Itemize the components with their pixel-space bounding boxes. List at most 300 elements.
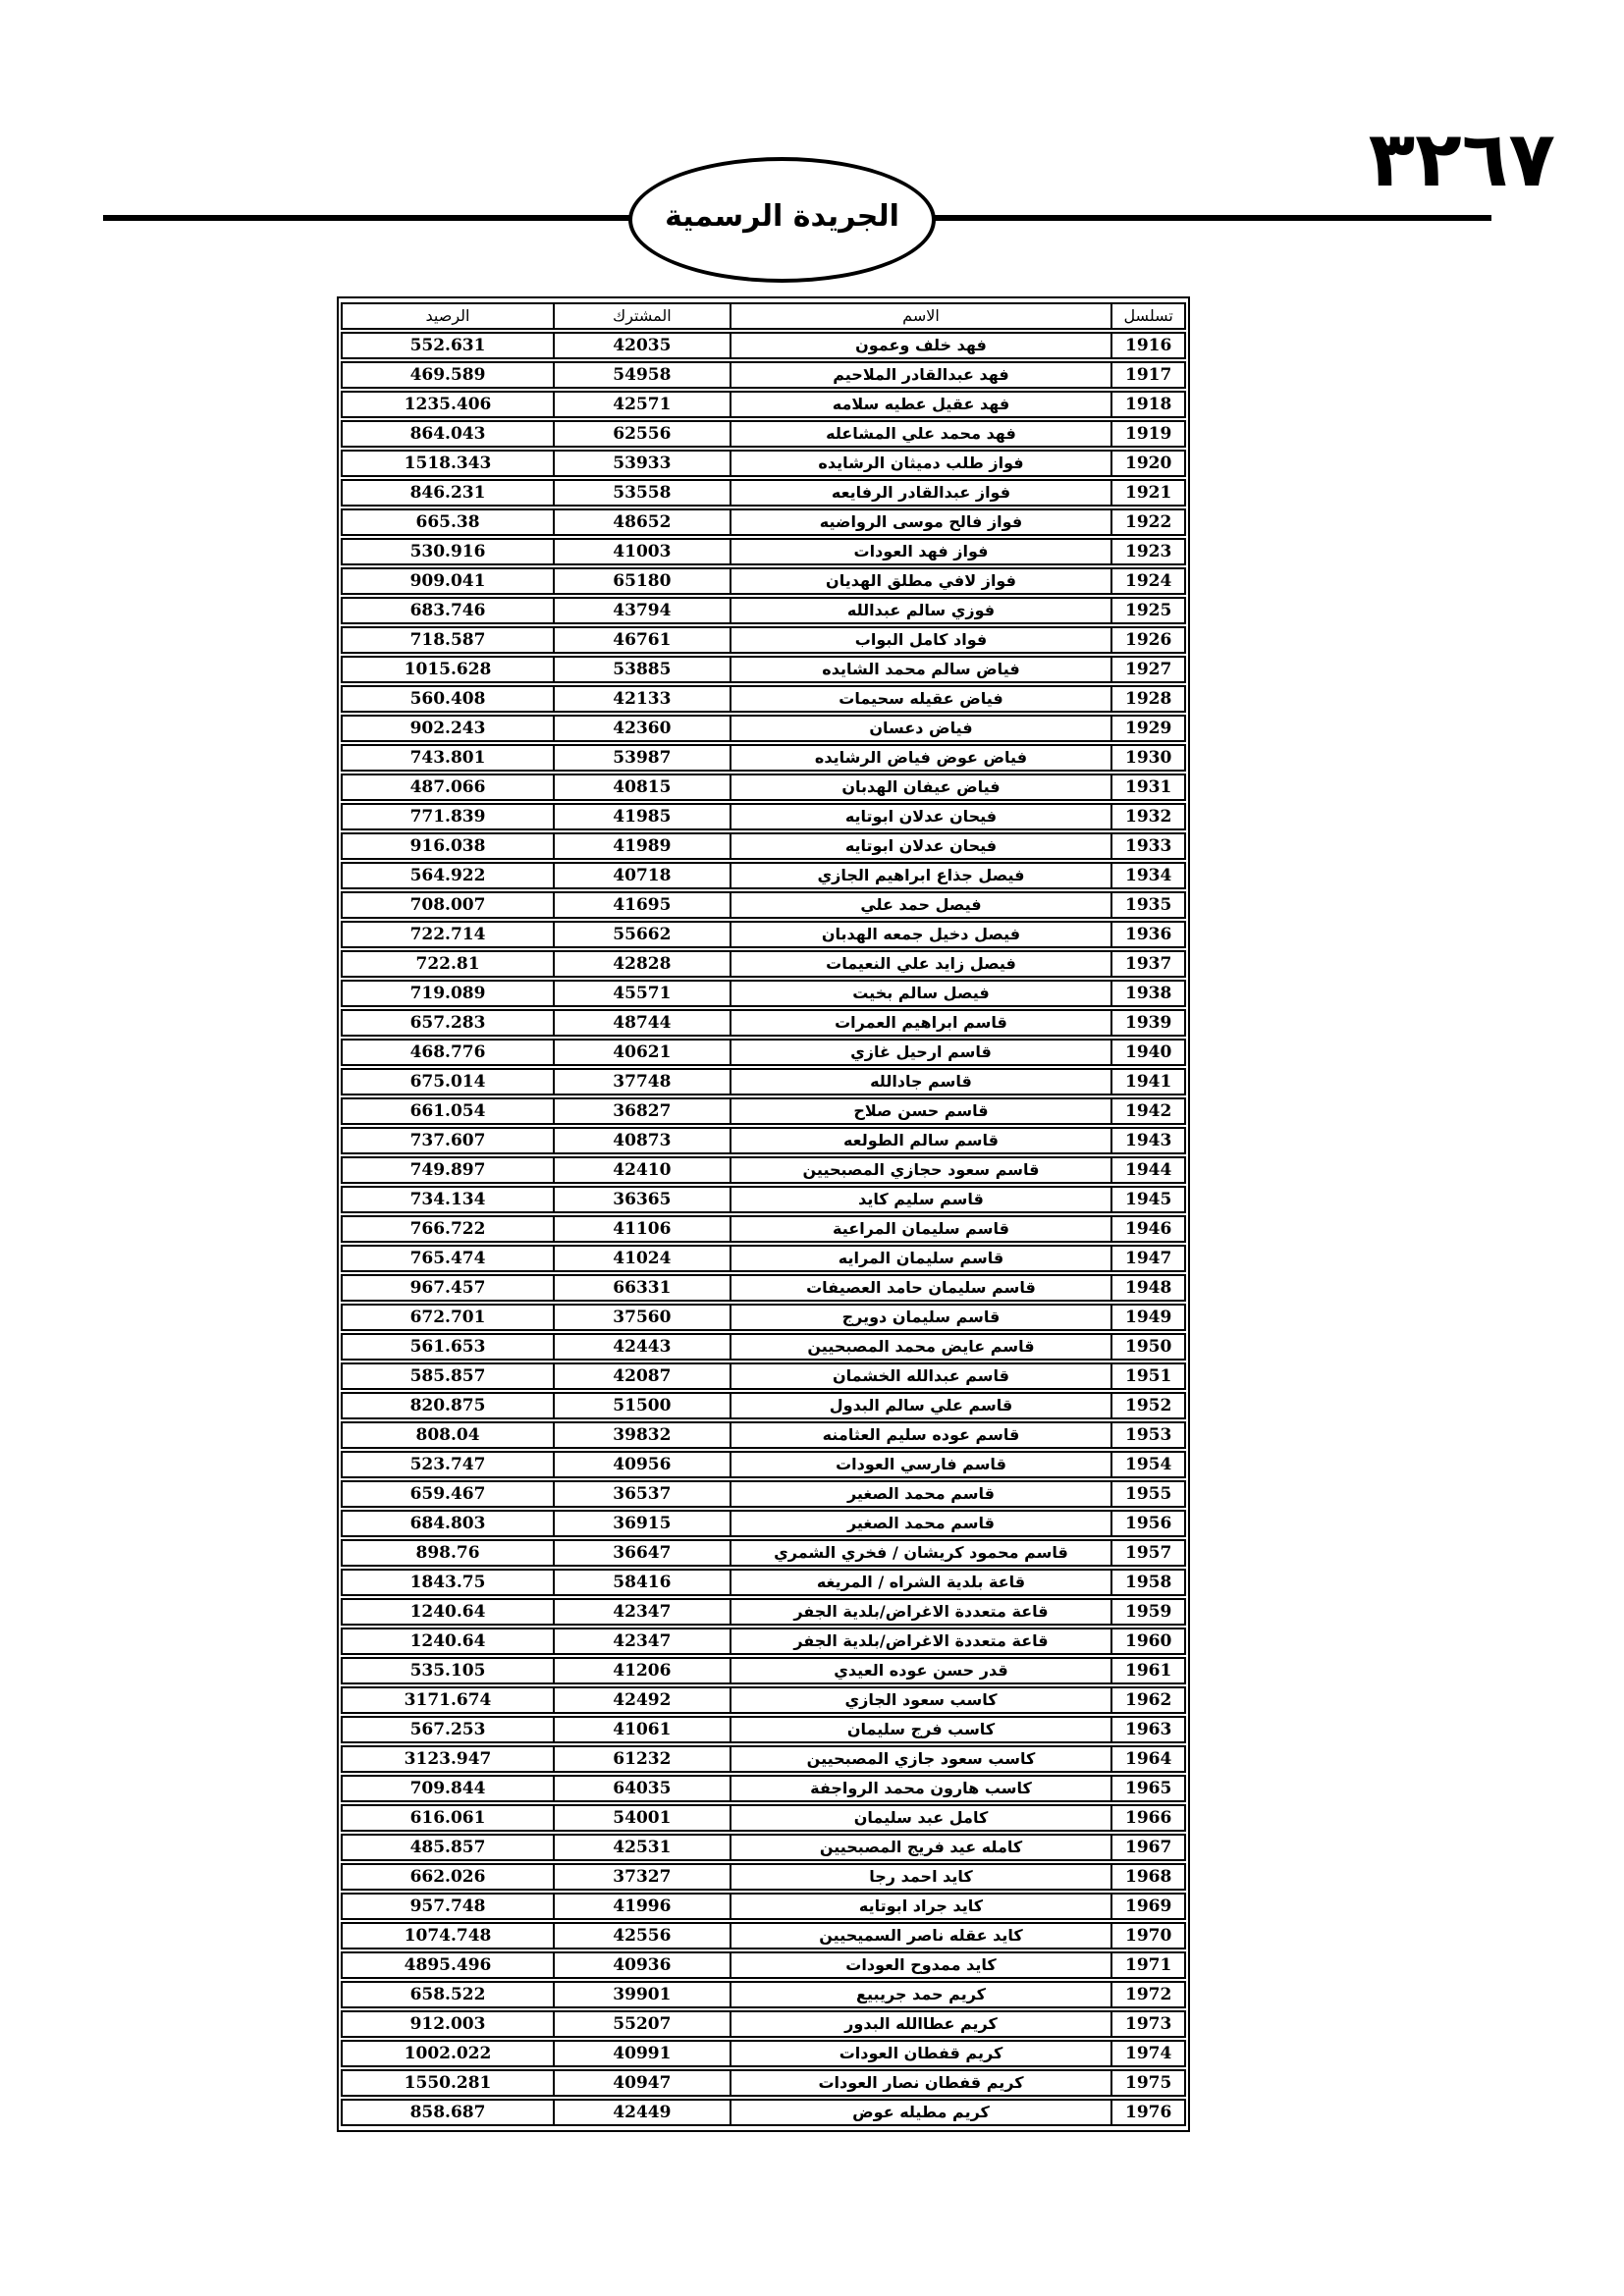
cell-subscriber: 36365 [553, 1186, 730, 1213]
cell-name: قاعة بلدية الشراه / المريغه [730, 1569, 1111, 1596]
table-row [341, 1716, 1186, 1743]
cell-seq: 1933 [1110, 832, 1186, 860]
gazette-title: الجريدة الرسمية [665, 198, 899, 234]
cell-name: فياض دعسان [730, 715, 1111, 742]
cell-subscriber: 55662 [553, 921, 730, 948]
cell-seq: 1963 [1110, 1716, 1186, 1743]
cell-subscriber: 36537 [553, 1480, 730, 1508]
cell-name: قاسم عوده سليم العثامنه [730, 1421, 1111, 1449]
cell-seq: 1930 [1110, 744, 1186, 772]
cell-balance: 1843.75 [341, 1569, 553, 1596]
cell-subscriber: 58416 [553, 1569, 730, 1596]
cell-balance: 909.041 [341, 567, 553, 595]
cell-subscriber: 42828 [553, 950, 730, 978]
cell-subscriber: 37327 [553, 1863, 730, 1891]
cell-seq: 1944 [1110, 1156, 1186, 1184]
cell-subscriber: 48652 [553, 508, 730, 536]
cell-name: كريم مطيله عوض [730, 2099, 1111, 2126]
table-row [341, 1981, 1186, 2008]
table-row [341, 1127, 1186, 1154]
cell-name: قاسم ارحيل غازي [730, 1039, 1111, 1066]
cell-balance: 722.714 [341, 921, 553, 948]
cell-subscriber: 48744 [553, 1009, 730, 1037]
cell-seq: 1929 [1110, 715, 1186, 742]
cell-seq: 1962 [1110, 1686, 1186, 1714]
cell-balance: 967.457 [341, 1274, 553, 1302]
cell-name: فياض سالم محمد الشايده [730, 656, 1111, 683]
table-row [341, 1539, 1186, 1567]
cell-subscriber: 61232 [553, 1745, 730, 1773]
table-row [341, 1392, 1186, 1419]
table-row [341, 1009, 1186, 1037]
table-row [341, 1922, 1186, 1949]
table-row [341, 1186, 1186, 1213]
cell-seq: 1955 [1110, 1480, 1186, 1508]
table-row [341, 832, 1186, 860]
table-row [341, 1215, 1186, 1243]
cell-name: كريم قفطان نصار العودات [730, 2069, 1111, 2097]
cell-balance: 672.701 [341, 1304, 553, 1331]
cell-name: قاسم عايض محمد المصبحيين [730, 1333, 1111, 1361]
cell-name: فهد خلف وعمون [730, 332, 1111, 359]
column-header-name: الاسم [730, 302, 1111, 330]
table-row [341, 685, 1186, 713]
cell-balance: 771.839 [341, 803, 553, 830]
cell-subscriber: 41061 [553, 1716, 730, 1743]
cell-name: قاعة متعددة الاغراض/بلدية الجفر [730, 1628, 1111, 1655]
cell-balance: 683.746 [341, 597, 553, 624]
cell-name: فيصل جذاع ابراهيم الجازي [730, 862, 1111, 889]
cell-name: قاسم علي سالم البدول [730, 1392, 1111, 1419]
cell-seq: 1946 [1110, 1215, 1186, 1243]
cell-name: فيصل سالم بخيت [730, 980, 1111, 1007]
table-row [341, 1097, 1186, 1125]
cell-seq: 1934 [1110, 862, 1186, 889]
cell-seq: 1970 [1110, 1922, 1186, 1949]
cell-subscriber: 40718 [553, 862, 730, 889]
cell-seq: 1938 [1110, 980, 1186, 1007]
header-oval [628, 157, 936, 283]
cell-balance: 846.231 [341, 479, 553, 507]
cell-seq: 1954 [1110, 1451, 1186, 1478]
cell-seq: 1939 [1110, 1009, 1186, 1037]
cell-seq: 1964 [1110, 1745, 1186, 1773]
cell-subscriber: 40873 [553, 1127, 730, 1154]
cell-seq: 1918 [1110, 391, 1186, 418]
cell-seq: 1932 [1110, 803, 1186, 830]
cell-balance: 675.014 [341, 1068, 553, 1095]
cell-seq: 1940 [1110, 1039, 1186, 1066]
cell-balance: 916.038 [341, 832, 553, 860]
cell-balance: 560.408 [341, 685, 553, 713]
cell-balance: 684.803 [341, 1510, 553, 1537]
cell-subscriber: 42492 [553, 1686, 730, 1714]
cell-seq: 1972 [1110, 1981, 1186, 2008]
table-row [341, 1480, 1186, 1508]
cell-name: قاسم سليمان المرايه [730, 1245, 1111, 1272]
cell-name: قاسم سالم الطولعه [730, 1127, 1111, 1154]
cell-seq: 1921 [1110, 479, 1186, 507]
cell-balance: 3171.674 [341, 1686, 553, 1714]
cell-balance: 1240.64 [341, 1598, 553, 1626]
table-row [341, 538, 1186, 565]
cell-subscriber: 54958 [553, 361, 730, 389]
cell-seq: 1975 [1110, 2069, 1186, 2097]
cell-seq: 1925 [1110, 597, 1186, 624]
table-row [341, 1569, 1186, 1596]
table-row [341, 479, 1186, 507]
cell-seq: 1927 [1110, 656, 1186, 683]
cell-name: كايد احمد رجا [730, 1863, 1111, 1891]
cell-subscriber: 53987 [553, 744, 730, 772]
cell-subscriber: 53933 [553, 450, 730, 477]
table-row [341, 1893, 1186, 1920]
cell-name: فيصل حمد علي [730, 891, 1111, 919]
cell-balance: 469.589 [341, 361, 553, 389]
cell-subscriber: 41106 [553, 1215, 730, 1243]
cell-subscriber: 37560 [553, 1304, 730, 1331]
cell-subscriber: 45571 [553, 980, 730, 1007]
cell-balance: 858.687 [341, 2099, 553, 2126]
cell-balance: 718.587 [341, 626, 553, 654]
cell-subscriber: 54001 [553, 1804, 730, 1832]
table-row [341, 1245, 1186, 1272]
table-row [341, 1834, 1186, 1861]
cell-subscriber: 42449 [553, 2099, 730, 2126]
cell-subscriber: 53885 [553, 656, 730, 683]
cell-balance: 766.722 [341, 1215, 553, 1243]
cell-subscriber: 42443 [553, 1333, 730, 1361]
cell-seq: 1947 [1110, 1245, 1186, 1272]
cell-name: كايد عقله ناصر السميحيين [730, 1922, 1111, 1949]
cell-name: كايد جراد ابوتايه [730, 1893, 1111, 1920]
column-header-seq: تسلسل [1110, 302, 1186, 330]
cell-balance: 1518.343 [341, 450, 553, 477]
cell-seq: 1956 [1110, 1510, 1186, 1537]
cell-seq: 1931 [1110, 774, 1186, 801]
cell-name: كامل عبد سليمان [730, 1804, 1111, 1832]
cell-subscriber: 65180 [553, 567, 730, 595]
cell-balance: 737.607 [341, 1127, 553, 1154]
table-row [341, 450, 1186, 477]
cell-seq: 1959 [1110, 1598, 1186, 1626]
cell-subscriber: 41024 [553, 1245, 730, 1272]
cell-balance: 722.81 [341, 950, 553, 978]
table-row [341, 1745, 1186, 1773]
cell-balance: 616.061 [341, 1804, 553, 1832]
table-row [341, 1362, 1186, 1390]
cell-name: كايد ممدوح العودات [730, 1951, 1111, 1979]
cell-subscriber: 41206 [553, 1657, 730, 1684]
table-row [341, 1274, 1186, 1302]
page-number: ٣٢٦٧ [1368, 116, 1555, 204]
cell-balance: 902.243 [341, 715, 553, 742]
cell-subscriber: 42531 [553, 1834, 730, 1861]
cell-name: قاسم عبدالله الخشمان [730, 1362, 1111, 1390]
cell-subscriber: 40947 [553, 2069, 730, 2097]
table-row [341, 420, 1186, 448]
cell-seq: 1966 [1110, 1804, 1186, 1832]
cell-seq: 1935 [1110, 891, 1186, 919]
cell-seq: 1942 [1110, 1097, 1186, 1125]
table-header-row [341, 302, 1186, 330]
table-row [341, 361, 1186, 389]
cell-name: فياض عيفان الهدبان [730, 774, 1111, 801]
subscribers-table-wrap [337, 296, 1190, 2132]
cell-balance: 1015.628 [341, 656, 553, 683]
table-row [341, 597, 1186, 624]
cell-balance: 535.105 [341, 1657, 553, 1684]
cell-subscriber: 39832 [553, 1421, 730, 1449]
table-row [341, 862, 1186, 889]
table-row [341, 1421, 1186, 1449]
cell-name: كامله عيد فريج المصبحيين [730, 1834, 1111, 1861]
cell-seq: 1937 [1110, 950, 1186, 978]
table-row [341, 891, 1186, 919]
table-row [341, 1657, 1186, 1684]
table-row [341, 656, 1186, 683]
cell-seq: 1958 [1110, 1569, 1186, 1596]
cell-name: قاعة متعددة الاغراض/بلدية الجفر [730, 1598, 1111, 1626]
cell-name: فيصل دخيل جمعه الهدبان [730, 921, 1111, 948]
cell-balance: 1074.748 [341, 1922, 553, 1949]
cell-name: كاسب سعود جازي المصبحيين [730, 1745, 1111, 1773]
cell-seq: 1969 [1110, 1893, 1186, 1920]
cell-subscriber: 36915 [553, 1510, 730, 1537]
column-header-subscriber: المشترك [553, 302, 730, 330]
table-row [341, 1156, 1186, 1184]
table-row [341, 921, 1186, 948]
subscribers-table [337, 296, 1190, 2132]
table-row [341, 2069, 1186, 2097]
cell-balance: 564.922 [341, 862, 553, 889]
cell-seq: 1968 [1110, 1863, 1186, 1891]
cell-name: كاسب فرج سليمان [730, 1716, 1111, 1743]
cell-seq: 1950 [1110, 1333, 1186, 1361]
cell-subscriber: 46761 [553, 626, 730, 654]
cell-subscriber: 42347 [553, 1628, 730, 1655]
cell-name: فهد محمد علي المشاعله [730, 420, 1111, 448]
cell-seq: 1967 [1110, 1834, 1186, 1861]
cell-balance: 743.801 [341, 744, 553, 772]
table-row [341, 715, 1186, 742]
cell-name: فواز لافي مطلق الهديان [730, 567, 1111, 595]
cell-name: فيحان عدلان ابوتايه [730, 832, 1111, 860]
cell-balance: 864.043 [341, 420, 553, 448]
cell-subscriber: 40815 [553, 774, 730, 801]
cell-seq: 1923 [1110, 538, 1186, 565]
cell-subscriber: 41989 [553, 832, 730, 860]
cell-subscriber: 42035 [553, 332, 730, 359]
cell-balance: 734.134 [341, 1186, 553, 1213]
cell-balance: 485.857 [341, 1834, 553, 1861]
cell-balance: 820.875 [341, 1392, 553, 1419]
cell-balance: 749.897 [341, 1156, 553, 1184]
cell-balance: 567.253 [341, 1716, 553, 1743]
table-row [341, 1068, 1186, 1095]
cell-name: قاسم محمد الصغير [730, 1480, 1111, 1508]
cell-balance: 561.653 [341, 1333, 553, 1361]
table-row [341, 774, 1186, 801]
cell-subscriber: 42410 [553, 1156, 730, 1184]
cell-seq: 1926 [1110, 626, 1186, 654]
cell-seq: 1952 [1110, 1392, 1186, 1419]
table-row [341, 1804, 1186, 1832]
table-row [341, 1451, 1186, 1478]
cell-balance: 658.522 [341, 1981, 553, 2008]
cell-balance: 657.283 [341, 1009, 553, 1037]
cell-seq: 1943 [1110, 1127, 1186, 1154]
cell-name: قدر حسن عوده العيدي [730, 1657, 1111, 1684]
table-row [341, 980, 1186, 1007]
cell-seq: 1951 [1110, 1362, 1186, 1390]
table-row [341, 744, 1186, 772]
cell-balance: 719.089 [341, 980, 553, 1007]
cell-subscriber: 41985 [553, 803, 730, 830]
cell-seq: 1953 [1110, 1421, 1186, 1449]
cell-seq: 1922 [1110, 508, 1186, 536]
cell-subscriber: 39901 [553, 1981, 730, 2008]
cell-seq: 1961 [1110, 1657, 1186, 1684]
cell-balance: 523.747 [341, 1451, 553, 1478]
cell-subscriber: 42133 [553, 685, 730, 713]
cell-subscriber: 42347 [553, 1598, 730, 1626]
cell-name: فيصل زايد علي النعيمات [730, 950, 1111, 978]
cell-subscriber: 64035 [553, 1775, 730, 1802]
table-row [341, 1510, 1186, 1537]
cell-name: كاسب سعود الجازي [730, 1686, 1111, 1714]
cell-balance: 898.76 [341, 1539, 553, 1567]
column-header-balance: الرصيد [341, 302, 553, 330]
table-row [341, 1775, 1186, 1802]
cell-balance: 468.776 [341, 1039, 553, 1066]
cell-name: فهد عبدالقادر الملاحيم [730, 361, 1111, 389]
cell-balance: 530.916 [341, 538, 553, 565]
cell-seq: 1919 [1110, 420, 1186, 448]
table-row [341, 1304, 1186, 1331]
table-row [341, 391, 1186, 418]
cell-subscriber: 41695 [553, 891, 730, 919]
cell-seq: 1973 [1110, 2010, 1186, 2038]
cell-name: قاسم فارسي العودات [730, 1451, 1111, 1478]
cell-name: كريم قفطان العودات [730, 2040, 1111, 2067]
cell-balance: 709.844 [341, 1775, 553, 1802]
cell-balance: 765.474 [341, 1245, 553, 1272]
cell-seq: 1960 [1110, 1628, 1186, 1655]
cell-balance: 665.38 [341, 508, 553, 536]
cell-balance: 4895.496 [341, 1951, 553, 1979]
cell-subscriber: 41996 [553, 1893, 730, 1920]
cell-name: كريم حمد جريبيع [730, 1981, 1111, 2008]
cell-balance: 3123.947 [341, 1745, 553, 1773]
table-row [341, 1951, 1186, 1979]
cell-name: فواز فهد العودات [730, 538, 1111, 565]
cell-subscriber: 36647 [553, 1539, 730, 1567]
cell-balance: 808.04 [341, 1421, 553, 1449]
cell-subscriber: 42571 [553, 391, 730, 418]
cell-balance: 708.007 [341, 891, 553, 919]
cell-seq: 1976 [1110, 2099, 1186, 2126]
table-row [341, 332, 1186, 359]
cell-name: فياض عوض فياض الرشايده [730, 744, 1111, 772]
cell-balance: 661.054 [341, 1097, 553, 1125]
cell-seq: 1924 [1110, 567, 1186, 595]
cell-name: كاسب هارون محمد الرواجفة [730, 1775, 1111, 1802]
cell-seq: 1974 [1110, 2040, 1186, 2067]
cell-subscriber: 43794 [553, 597, 730, 624]
table-row [341, 567, 1186, 595]
table-row [341, 1863, 1186, 1891]
cell-name: كريم عطاالله البدور [730, 2010, 1111, 2038]
cell-balance: 662.026 [341, 1863, 553, 1891]
cell-name: قاسم سليمان دويرج [730, 1304, 1111, 1331]
table-row [341, 1686, 1186, 1714]
cell-name: فواد كامل البواب [730, 626, 1111, 654]
cell-name: فواز فالح موسى الرواضيه [730, 508, 1111, 536]
table-row [341, 2099, 1186, 2126]
cell-name: فهد عقيل عطيه سلامه [730, 391, 1111, 418]
cell-balance: 552.631 [341, 332, 553, 359]
cell-balance: 1235.406 [341, 391, 553, 418]
cell-seq: 1917 [1110, 361, 1186, 389]
cell-seq: 1957 [1110, 1539, 1186, 1567]
table-row [341, 508, 1186, 536]
cell-seq: 1941 [1110, 1068, 1186, 1095]
cell-subscriber: 37748 [553, 1068, 730, 1095]
cell-name: قاسم سليم كايد [730, 1186, 1111, 1213]
cell-balance: 1002.022 [341, 2040, 553, 2067]
cell-subscriber: 36827 [553, 1097, 730, 1125]
cell-subscriber: 51500 [553, 1392, 730, 1419]
cell-subscriber: 40936 [553, 1951, 730, 1979]
cell-balance: 1240.64 [341, 1628, 553, 1655]
cell-balance: 585.857 [341, 1362, 553, 1390]
cell-subscriber: 55207 [553, 2010, 730, 2038]
cell-name: قاسم محمد الصغير [730, 1510, 1111, 1537]
cell-name: فياض عقيله سحيمات [730, 685, 1111, 713]
cell-name: فيحان عدلان ابوتايه [730, 803, 1111, 830]
cell-name: قاسم جادالله [730, 1068, 1111, 1095]
cell-name: فواز طلب دميثان الرشايده [730, 450, 1111, 477]
cell-subscriber: 53558 [553, 479, 730, 507]
cell-seq: 1916 [1110, 332, 1186, 359]
table-row [341, 1628, 1186, 1655]
cell-subscriber: 40991 [553, 2040, 730, 2067]
cell-name: قاسم ابراهيم العمرات [730, 1009, 1111, 1037]
cell-subscriber: 42087 [553, 1362, 730, 1390]
cell-subscriber: 66331 [553, 1274, 730, 1302]
table-row [341, 1039, 1186, 1066]
cell-subscriber: 42556 [553, 1922, 730, 1949]
cell-balance: 912.003 [341, 2010, 553, 2038]
cell-name: قاسم حسن صلاح [730, 1097, 1111, 1125]
cell-balance: 1550.281 [341, 2069, 553, 2097]
cell-seq: 1928 [1110, 685, 1186, 713]
cell-name: فوزي سالم عبدالله [730, 597, 1111, 624]
cell-name: فواز عبدالقادر الرفايعه [730, 479, 1111, 507]
table-row [341, 626, 1186, 654]
table-row [341, 1598, 1186, 1626]
cell-balance: 957.748 [341, 1893, 553, 1920]
table-row [341, 2010, 1186, 2038]
table-row [341, 803, 1186, 830]
cell-name: قاسم محمود كريشان / فخري الشمري [730, 1539, 1111, 1567]
cell-subscriber: 62556 [553, 420, 730, 448]
cell-subscriber: 40621 [553, 1039, 730, 1066]
cell-subscriber: 42360 [553, 715, 730, 742]
cell-seq: 1971 [1110, 1951, 1186, 1979]
cell-seq: 1965 [1110, 1775, 1186, 1802]
